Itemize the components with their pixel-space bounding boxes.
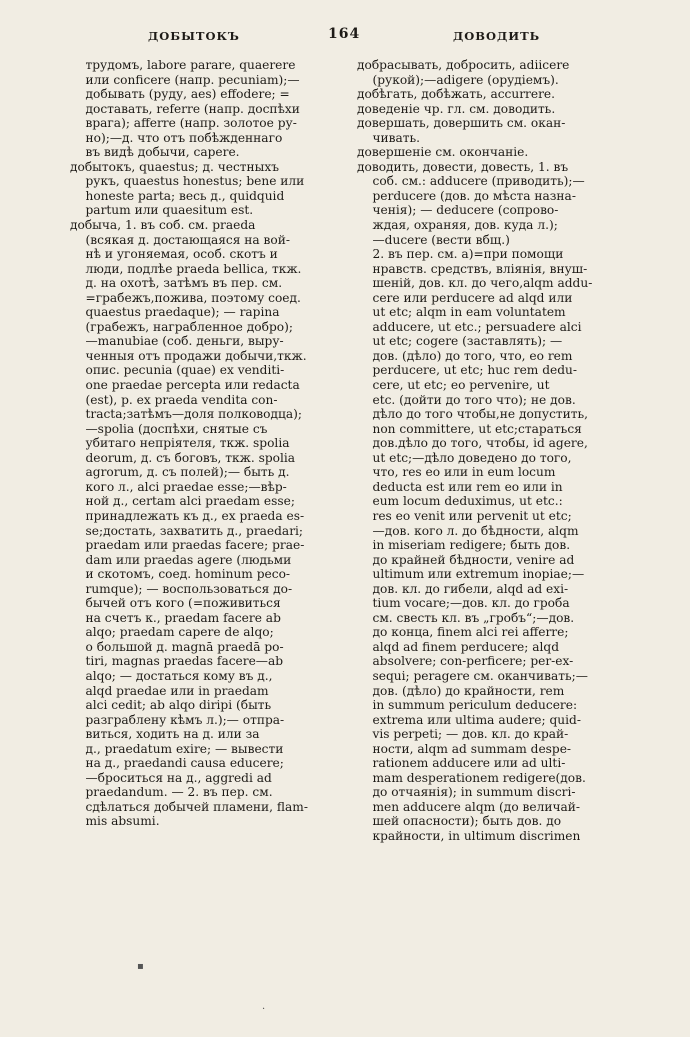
text-line: до конца, finem alci rei afferre; — [357, 625, 569, 640]
text-line: mam desperationem redigere(дов. — [357, 770, 586, 785]
text-line: =грабежъ,пожива, поэтому соед. — [70, 290, 301, 305]
text-line: виться, ходить на д. или за — [70, 727, 260, 742]
text-line: cere или perducere ad alqd или — [357, 290, 573, 305]
text-line: alqo; — достаться кому въ д., — [70, 668, 273, 683]
text-line: men adducere alqm (до величай- — [357, 799, 581, 814]
print-speck: · — [262, 1004, 266, 1015]
text-line: нравств. средствъ, вліянія, внуш- — [357, 261, 588, 276]
text-line: что, res eo или in eum locum — [357, 465, 556, 480]
text-line: разграблену кѣмъ л.);— отпра- — [70, 712, 285, 727]
text-line: alci cedit; ab alqo diripi (быть — [70, 698, 272, 713]
text-line: (рукой);—adigere (орудіемъ). — [357, 72, 559, 87]
text-line: ной д., certam alci praedam esse; — [70, 494, 295, 509]
text-line: vis perpeti; — дов. кл. до край- — [357, 727, 569, 742]
text-line: in miseriam redigere; быть дов. — [357, 538, 571, 553]
text-line: —spolia (доспѣхи, снятые съ — [70, 421, 268, 436]
text-line: (est), p. ex praeda vendita con- — [70, 392, 278, 407]
text-line: нѣ и угоняемая, особ. скотъ и — [70, 247, 278, 262]
text-line: врага); afferre (напр. золотое ру- — [70, 116, 297, 131]
text-line: добѣгать, добѣжать, accurrere. — [357, 87, 555, 102]
text-line: трудомъ, labore parare, quaerere — [70, 58, 296, 72]
text-line: добыча, 1. въ соб. см. praeda — [70, 218, 256, 233]
text-line: добывать (руду, aes) effodere; = — [70, 87, 290, 102]
text-line: (грабежъ, награбленное добро); — [70, 319, 293, 334]
text-line: дов. кл. до гибели, alqd ad exi- — [357, 581, 569, 596]
text-line: принадлежать къ д., ex praeda es- — [70, 508, 305, 523]
text-line: о большой д. magnā praedā po- — [70, 639, 284, 654]
text-line: rumque); — воспользоваться до- — [70, 581, 293, 596]
text-line: alqd ad finem perducere; alqd — [357, 639, 560, 654]
text-line: дов. (дѣло) до крайности, rem — [357, 683, 565, 698]
text-line: etc. (дойти до того что); не дов. — [357, 392, 576, 407]
text-line: tracta;затѣмъ—доля полководца); — [70, 407, 302, 422]
text-line: res eo venit или pervenit ut etc; — [357, 508, 572, 523]
text-line: бычей отъ кого (=поживиться — [70, 596, 281, 611]
text-line: доставать, referre (напр. доспѣхи — [70, 101, 300, 116]
text-line: perducere (дов. до мѣста назна- — [357, 188, 576, 203]
text-line: eum locum deduximus, ut etc.: — [357, 494, 563, 509]
text-line: добытокъ, quaestus; д. честныхъ — [70, 159, 279, 174]
text-line: perducere, ut etc; huc rem dedu- — [357, 363, 577, 378]
text-line: (всякая д. достающаяся на вой- — [70, 232, 290, 247]
text-line: до крайней бѣдности, venire ad — [357, 552, 575, 567]
text-line: ut etc; alqm in eam voluntatem — [357, 305, 566, 320]
page-number: 164 — [328, 26, 361, 42]
text-line: на д., praedandi causa educere; — [70, 756, 284, 771]
text-line: adducere, ut etc.; persuadere alci — [357, 319, 582, 334]
text-line: ченія); — deducere (сопрово- — [357, 203, 559, 218]
text-line: alqo; praedam capere de alqo; — [70, 625, 274, 640]
text-line: шеній, дов. кл. до чего,alqm addu- — [357, 276, 593, 291]
text-line: mis absumi. — [70, 814, 160, 829]
text-line: доведеніе чр. гл. см. доводить. — [357, 101, 556, 116]
text-line: quaestus praedaque); — rapina — [70, 305, 280, 320]
text-line: на счетъ к., praedam facere ab — [70, 610, 281, 625]
text-line: ut etc; cogere (заставлять); — — [357, 334, 563, 349]
text-line: ждая, охраняя, дов. куда л.); — [357, 218, 558, 233]
text-line: se;достать, захватить д., praedari; — [70, 523, 304, 538]
text-line: крайности, in ultimum discrimen — [357, 828, 581, 843]
text-line: и скотомъ, соед. hominum peco- — [70, 567, 291, 582]
text-line: —ducere (вести вбщ.) — [357, 232, 510, 247]
text-line: praedandum. — 2. въ пер. см. — [70, 785, 273, 800]
text-line: но);—д. что отъ побѣжденнаго — [70, 130, 283, 145]
text-line: опис. pecunia (quae) ex venditi- — [70, 363, 285, 378]
text-line: люди, подлѣе praeda bellica, ткж. — [70, 261, 302, 276]
header-right-guide-word: ДОВОДИТЬ — [453, 29, 541, 43]
text-line: dam или praedas agere (людьми — [70, 552, 292, 567]
text-line: или conficere (напр. pecuniam);— — [70, 72, 300, 87]
header-left-guide-word: ДОБЫТОКЪ — [148, 29, 240, 43]
text-line: agrorum, д. съ полей);— быть д. — [70, 465, 290, 480]
text-line: one praedae percepta или redacta — [70, 378, 300, 393]
text-line: —manubiae (соб. деньги, выру- — [70, 334, 284, 349]
text-line: 2. въ пер. см. а)=при помощи — [357, 247, 564, 262]
text-line: tium vocare;—дов. кл. до гроба — [357, 596, 570, 611]
text-line: sequi; peragere см. оканчивать;— — [357, 668, 588, 683]
text-line: —броситься на д., aggredi ad — [70, 770, 272, 785]
text-line: absolvere; con-perficere; per-ex- — [357, 654, 574, 669]
text-line: extrema или ultima audere; quid- — [357, 712, 581, 727]
text-line: rationem adducere или ad ulti- — [357, 756, 566, 771]
text-line: д. на охотѣ, затѣмъ въ пер. см. — [70, 276, 283, 291]
text-line: довершеніе см. окончаніе. — [357, 145, 529, 160]
text-line: соб. см.: adducere (приводить);— — [357, 174, 585, 189]
text-line: deorum, д. съ боговъ, ткж. spolia — [70, 450, 296, 465]
text-line: д., praedatum exire; — вывести — [70, 741, 284, 756]
text-line: дов.дѣло до того, чтобы, id agere, — [357, 436, 588, 451]
text-line: praedam или praedas facere; prae- — [70, 538, 305, 553]
text-line: рукъ, quaestus honestus; bene или — [70, 174, 305, 189]
text-line: довершать, довершить см. окан- — [357, 116, 566, 131]
text-line: cere, ut etc; eo pervenire, ut — [357, 378, 550, 393]
text-line: чивать. — [357, 130, 421, 145]
text-line: —дов. кого л. до бѣдности, alqm — [357, 523, 579, 538]
text-line: см. свесть кл. въ „гробъ“;—дов. — [357, 610, 575, 625]
right-column — [357, 58, 625, 844]
left-column — [70, 58, 336, 829]
text-line: ности, alqm ad summam despe- — [357, 741, 572, 756]
text-line: tiri, magnas praedas facere—ab — [70, 654, 284, 669]
text-line: добрасывать, добросить, adiicere — [357, 58, 570, 72]
text-line: доводить, довести, довесть, 1. въ — [357, 159, 569, 174]
text-line: въ видѣ добычи, capere. — [70, 145, 240, 160]
text-line: ченныя отъ продажи добычи,ткж. — [70, 348, 307, 363]
text-line: in summum periculum deducere: — [357, 698, 578, 713]
text-line: deducta est или rem eo или in — [357, 479, 563, 494]
text-line: шей опасности); быть дов. до — [357, 814, 562, 829]
text-line: partum или quaesitum est. — [70, 203, 254, 218]
text-line: дов. (дѣло) до того, что, eo rem — [357, 348, 573, 363]
text-line: до отчаянія); in summum discri- — [357, 785, 576, 800]
print-speck: ▪ — [137, 961, 144, 972]
text-line: non committere, ut etc;стараться — [357, 421, 582, 436]
text-line: дѣло до того чтобы,не допустить, — [357, 407, 589, 422]
text-line: ut etc;—дѣло доведено до того, — [357, 450, 572, 465]
text-line: ultimum или extremum inopiae;— — [357, 567, 585, 582]
text-line: убитаго непріятеля, ткж. spolia — [70, 436, 290, 451]
text-line: сдѣлаться добычей пламени, flam- — [70, 799, 308, 814]
text-line: кого л., alci praedae esse;—вѣр- — [70, 479, 287, 494]
text-line: alqd praedae или in praedam — [70, 683, 269, 698]
text-line: honeste parta; весь д., quidquid — [70, 188, 285, 203]
